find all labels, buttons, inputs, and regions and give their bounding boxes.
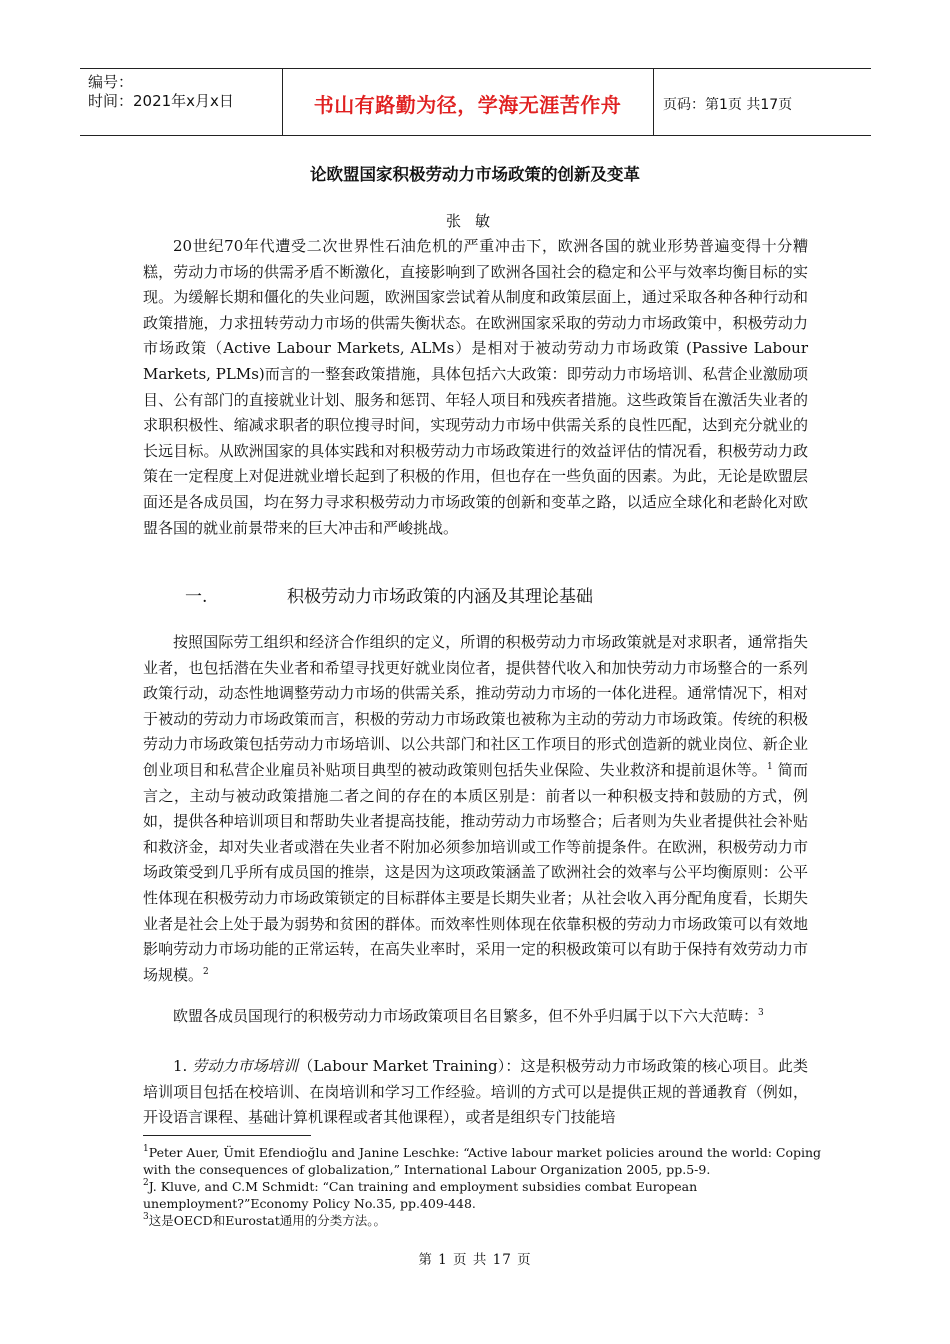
footnote-separator [143,1135,311,1136]
body-paragraph [143,630,808,988]
paragraph-text: （Labour Market Training）：这是积极劳动力市场政策的核心项目。此类培训项目包括在校培训、在岗培训和学习工作经验。培训的方式可以是提供正规的普通教育（例如，开设语言课程、基础计算机课程或者其他课程），或者是组织专门技能培 [143,1057,808,1127]
footnote-text: J. Kluve, and C.M Schmidt: “Can training and employment subsidies combat European unemployment?”Economy Policy No.35, pp.409-448. [143,1179,698,1211]
footnote [143,1212,823,1229]
section-heading [143,582,593,607]
intro-paragraph: 20世纪70年代遭受二次世界性石油危机的严重冲击下，欧洲各国的就业形势普遍变得十分糟糕，劳动力市场的供需矛盾不断激化，直接影响到了欧洲各国社会的稳定和公平与效率均衡目标的实现。为缓解长期和僵化的失业问题，欧洲国家尝试着从制度和政策层面上，通过采取各种各种行动和政策措施，力求扭转劳动力市场的供需失衡状态。在欧洲国家采取的劳动力市场政策中，积极劳动力市场政策（Active Labour Markets, ALMs）是相对于被动劳动力市场政策 (Passive Labour Markets, PLMs)而言的一整套政策措施，具体包括六大政策：即劳动力市场培训、私营企业激励项目、公有部门的直接就业计划、服务和惩罚、年轻人项目和残疾者措施。这些政策旨在激活失业者的求职积极性、缩减求职者的职位搜寻时间，实现劳动力市场中供需关系的良性匹配，达到充分就业的长远目标。从欧洲国家的具体实践和对积极劳动力市场政策进行的效益评估的情况看，积极劳动力政策在一定程度上对促进就业增长起到了积极的作用，但也存在一些负面的因素。为此，无论是欧盟层面还是各成员国，均在努力寻求积极劳动力市场政策的创新和变革之路，以适应全球化和老龄化对欧盟各国的就业前景带来的巨大冲击和严峻挑战。 [143,237,808,537]
list-number: 1. [173,1057,188,1075]
footnote-ref[interactable]: 3 [758,1008,764,1018]
footnote-text: 这是OECD和Eurostat通用的分类方法。。 [148,1213,387,1228]
header-meta [88,73,234,111]
footnote-mark: 3 [143,1212,149,1222]
paragraph-text: 简而言之，主动与被动政策措施二者之间的存在的本质区别是：前者以一种积极支持和鼓励的方式，例如，提供各种培训项目和帮助失业者提高技能，推动劳动力市场整合；后者则为失业者提供社会补贴和救济金，却对失业者或潜在失业者不附加必须参加培训或工作等前提条件。在欧洲，积极劳动力市场政策受到几乎所有成员国的推崇，这是因为这项政策涵盖了欧洲社会的效率与公平均衡原则：公平性体现在积极劳动力市场政策锁定的目标群体主要是长期失业者；从社会收入再分配角度看，长期失业者是社会上处于最为弱势和贫困的群体。而效率性则体现在依靠积极的劳动力市场政策可以有效地影响劳动力市场功能的正常运转，在高失业率时，采用一定的积极政策可以有助于保持有效劳动力市场规模。 [143,760,808,984]
footnote [143,1178,823,1212]
article-author: 张敏 [445,212,504,230]
footnote-mark: 2 [143,1178,149,1188]
body-paragraph [143,1004,808,1030]
header-divider [653,69,654,135]
section-title: 积极劳动力市场政策的内涵及其理论基础 [287,587,593,607]
document-date-label: 时间：2021年x月x日 [88,92,234,110]
paragraph-text: 欧盟各成员国现行的积极劳动力市场政策项目名目繁多，但不外乎归属于以下六大范畴： [173,1007,759,1025]
header-page-info: 页码：第1页 共17页 [663,97,793,113]
section-number: 一. [185,587,208,607]
document-number-label: 编号： [88,73,134,91]
footnote-mark: 1 [143,1144,149,1154]
footnote-text: Peter Auer, Ümit Efendioğlu and Janine Leschke: “Active labour market policies around the world: Coping with the consequences of globalization,” International Labour Organization 2005, pp.5-9. [143,1145,822,1177]
body-paragraph [143,1054,808,1131]
footnote [143,1144,823,1178]
page-footer: 第 1 页 共 17 页 [418,1252,532,1268]
term-emphasis: 劳动力市场培训 [192,1057,299,1075]
footnote-ref[interactable]: 1 [767,761,773,772]
header-table [80,68,871,136]
header-motto: 书山有路勤为径，学海无涯苦作舟 [313,93,622,117]
footnote-ref[interactable]: 2 [203,966,209,977]
article-title: 论欧盟国家积极劳动力市场政策的创新及变革 [310,165,640,184]
paragraph-text: 按照国际劳工组织和经济合作组织的定义，所谓的积极劳动力市场政策就是对求职者，通常指失业者，也包括潜在失业者和希望寻找更好就业岗位者，提供替代收入和加快劳动力市场整合的一系列政策行动，动态性地调整劳动力市场的供需关系，推动劳动力市场的一体化进程。通常情况下，相对于被动的劳动力市场政策而言，积极的劳动力市场政策也被称为主动的劳动力市场政策。传统的积极劳动力市场政策包括劳动力市场培训、以公共部门和社区工作项目的形式创造新的就业岗位、新企业创业项目和私营企业雇员补贴项目典型的被动政策则包括失业保险、失业救济和提前退休等。 [143,633,808,779]
